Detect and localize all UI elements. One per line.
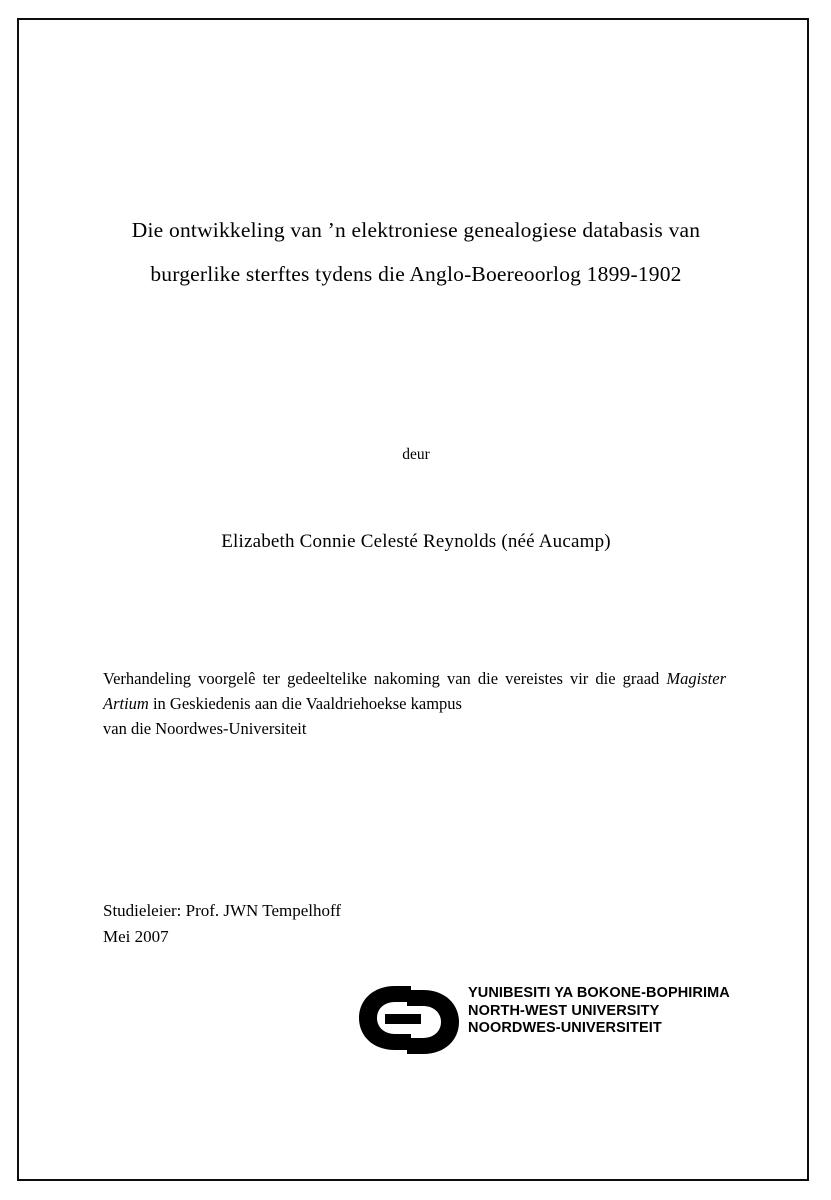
submission-part-1: Verhandeling voorgelê ter gedeeltelike nakoming van die vereistes vir die graad <box>103 669 667 688</box>
title-line-2: burgerlike sterftes tydens die Anglo-Boereoorlog 1899-1902 <box>150 262 682 286</box>
submission-line-3: van die Noordwes-Universiteit <box>103 719 307 738</box>
page-title <box>100 208 732 296</box>
north-west-university-logo-icon <box>355 984 463 1056</box>
author-name: Elizabeth Connie Celesté Reynolds (néé Aucamp) <box>221 531 611 552</box>
logo-line-3: NOORDWES-UNIVERSITEIT <box>468 1020 662 1036</box>
by-word: deur <box>402 446 430 463</box>
title-line-1: Die ontwikkeling van ’n elektroniese genealogiese databasis van <box>131 218 701 242</box>
logo-text-block <box>468 985 730 1038</box>
submission-statement <box>103 666 726 741</box>
degree-name: Magister Artium <box>103 669 726 713</box>
logo-line-1: YUNIBESITI YA BOKONE-BOPHIRIMA <box>468 985 730 1001</box>
supervisor-and-date <box>103 898 603 950</box>
date-line: Mei 2007 <box>103 927 169 946</box>
university-logo <box>250 980 730 1060</box>
supervisor-line: Studieleier: Prof. JWN Tempelhoff <box>103 901 342 920</box>
title-page-content <box>100 18 732 1181</box>
logo-line-2: NORTH-WEST UNIVERSITY <box>468 1002 660 1019</box>
submission-part-2: in Geskiedenis aan die Vaaldriehoekse kampus <box>148 694 462 713</box>
